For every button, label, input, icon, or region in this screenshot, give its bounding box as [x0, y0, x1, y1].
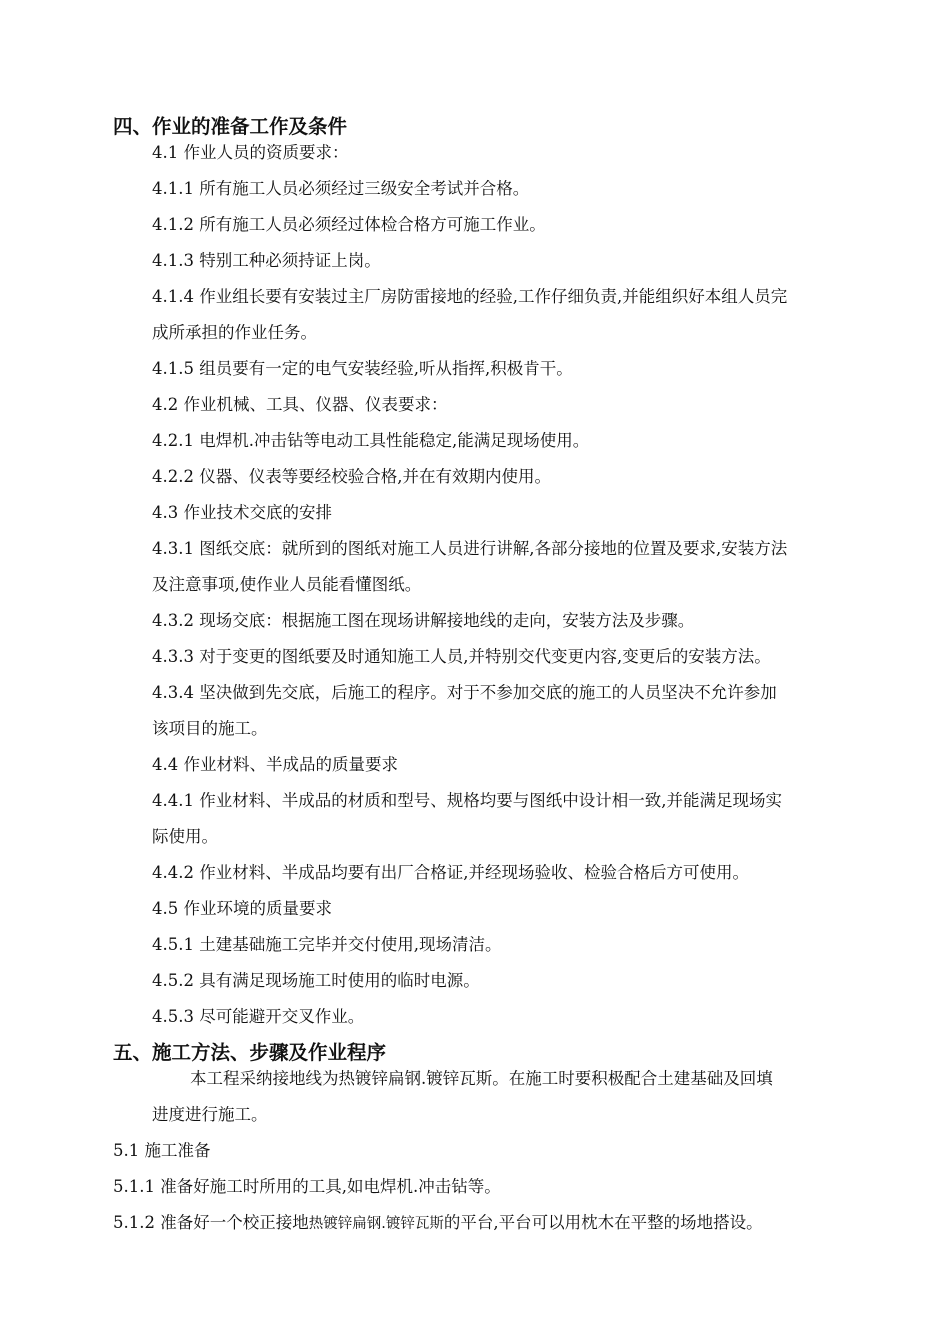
paragraph-4-2: 4.2 作业机械、工具、仪器、仪表要求：	[152, 395, 448, 414]
paragraph-5-1-2	[113, 1211, 763, 1236]
paragraph-4-4-2: 4.4.2 作业材料、半成品均要有出厂合格证,并经现场验收、检验合格后方可使用。	[152, 863, 749, 882]
paragraph-4-3-2: 4.3.2 现场交底：根据施工图在现场讲解接地线的走向，安装方法及步骤。	[152, 611, 695, 630]
paragraph-5-1-2-material: 热镀锌扁钢.镀锌瓦斯	[308, 1216, 444, 1232]
section-4-heading: 四、作业的准备工作及条件	[113, 115, 348, 138]
paragraph-5-1-2-end: 的平台,平台可以用枕木在平整的场地搭设。	[443, 1213, 763, 1232]
paragraph-5-intro-cont: 进度进行施工。	[152, 1105, 268, 1124]
paragraph-5-1-2-start: 5.1.2 准备好一个校正接地	[113, 1213, 309, 1232]
paragraph-4-5-3: 4.5.3 尽可能避开交叉作业。	[152, 1007, 365, 1026]
paragraph-4-3-3: 4.3.3 对于变更的图纸要及时通知施工人员,并特别交代变更内容,变更后的安装方法。	[152, 647, 771, 666]
paragraph-4-3-4: 4.3.4 坚决做到先交底，后施工的程序。对于不参加交底的施工的人员坚决不允许参加	[152, 683, 777, 702]
paragraph-4-2-2: 4.2.2 仪器、仪表等要经校验合格,并在有效期内使用。	[152, 467, 551, 486]
paragraph-4-1: 4.1 作业人员的资质要求：	[152, 143, 349, 162]
paragraph-4-1-4: 4.1.4 作业组长要有安装过主厂房防雷接地的经验,工作仔细负责,并能组织好本组人员完	[152, 287, 788, 306]
paragraph-4-5: 4.5 作业环境的质量要求	[152, 899, 332, 918]
paragraph-4-3: 4.3 作业技术交底的安排	[152, 503, 332, 522]
paragraph-4-4: 4.4 作业材料、半成品的质量要求	[152, 755, 398, 774]
paragraph-4-1-2: 4.1.2 所有施工人员必须经过体检合格方可施工作业。	[152, 215, 546, 234]
paragraph-4-5-1: 4.5.1 土建基础施工完毕并交付使用,现场清洁。	[152, 935, 502, 954]
paragraph-4-3-4-cont: 该项目的施工。	[152, 719, 268, 738]
paragraph-4-1-4-cont: 成所承担的作业任务。	[152, 323, 317, 342]
paragraph-5-1-1: 5.1.1 准备好施工时所用的工具,如电焊机.冲击钻等。	[113, 1177, 501, 1196]
paragraph-4-1-1: 4.1.1 所有施工人员必须经过三级安全考试并合格。	[152, 179, 530, 198]
section-5-heading: 五、施工方法、步骤及作业程序	[113, 1041, 387, 1064]
paragraph-4-4-1: 4.4.1 作业材料、半成品的材质和型号、规格均要与图纸中设计相一致,并能满足现场实	[152, 791, 782, 810]
paragraph-4-3-1: 4.3.1 图纸交底：就所到的图纸对施工人员进行讲解,各部分接地的位置及要求,安装方法	[152, 539, 788, 558]
paragraph-4-4-1-cont: 际使用。	[152, 827, 218, 846]
paragraph-5-1: 5.1 施工准备	[113, 1141, 211, 1160]
paragraph-4-5-2: 4.5.2 具有满足现场施工时使用的临时电源。	[152, 971, 480, 990]
paragraph-5-intro: 本工程采纳接地线为热镀锌扁钢.镀锌瓦斯。在施工时要积极配合土建基础及回填	[190, 1069, 773, 1088]
paragraph-4-3-1-cont: 及注意事项,使作业人员能看懂图纸。	[152, 575, 422, 594]
paragraph-4-1-3: 4.1.3 特别工种必须持证上岗。	[152, 251, 381, 270]
paragraph-4-2-1: 4.2.1 电焊机.冲击钻等电动工具性能稳定,能满足现场使用。	[152, 431, 590, 450]
paragraph-4-1-5: 4.1.5 组员要有一定的电气安装经验,听从指挥,积极肯干。	[152, 359, 573, 378]
